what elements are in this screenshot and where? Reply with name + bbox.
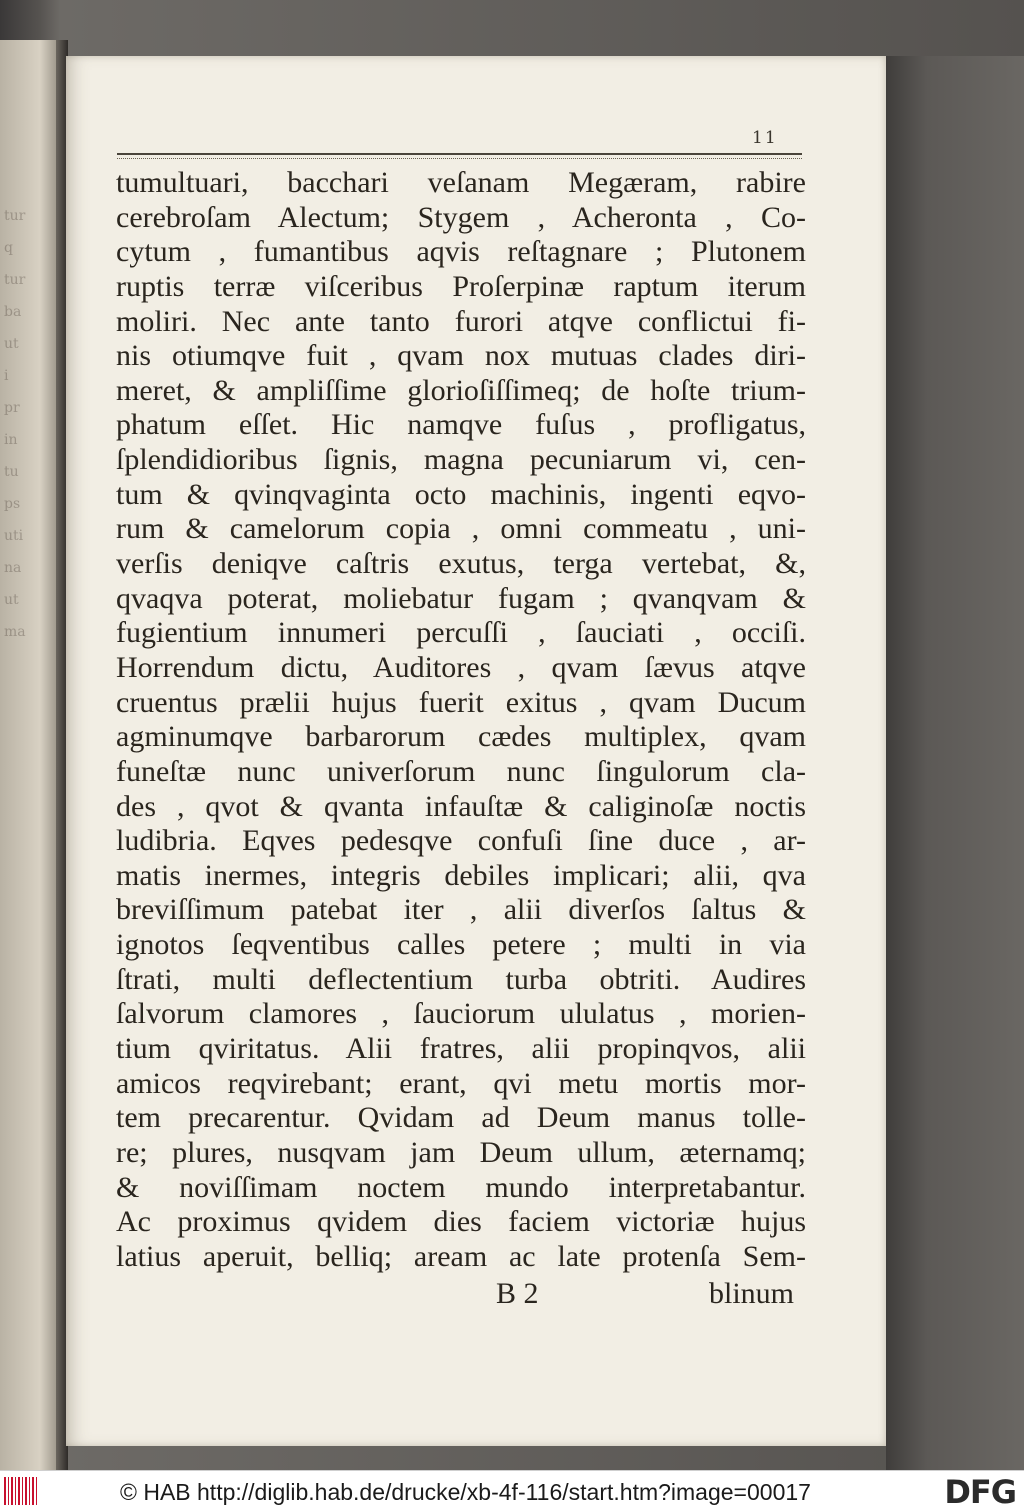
left-page-edge bbox=[0, 40, 58, 1470]
right-background bbox=[886, 56, 1024, 1470]
text-line: latius aperuit, belliq; aream ac late protenſa Sem- bbox=[116, 1239, 806, 1273]
text-line: ruptis terræ viſceribus Proſerpinæ raptum iterum bbox=[116, 269, 806, 303]
left-page-fragment: ut bbox=[4, 336, 19, 352]
text-line: qvaqva poterat, moliebatur fugam ; qvanqvam & bbox=[116, 581, 806, 615]
signature-mark: B 2 bbox=[496, 1277, 539, 1310]
text-line: des , qvot & qvanta infauſtæ & caliginoſæ noctis bbox=[116, 789, 806, 823]
left-page-fragment: tur bbox=[4, 208, 26, 224]
viewer-footer bbox=[0, 1470, 1024, 1512]
copyright-url-link[interactable]: © HAB http://diglib.hab.de/drucke/xb-4f-116/start.htm?image=00017 bbox=[120, 1479, 811, 1505]
text-line: cytum , fumantibus aqvis reſtagnare ; Plutonem bbox=[116, 235, 806, 269]
header-rule-dotted bbox=[117, 158, 802, 159]
text-line: & noviſſimam noctem mundo interpretabantur. bbox=[116, 1170, 806, 1204]
text-line: tium qviritatus. Alii fratres, alii propinqvos, alii bbox=[116, 1032, 806, 1066]
header-rule bbox=[117, 153, 802, 155]
page-body-text bbox=[116, 166, 806, 1275]
text-line: tum & qvinqvaginta octo machinis, ingenti eqvo- bbox=[116, 477, 806, 511]
text-line: tumultuari, bacchari veſanam Megæram, rabire bbox=[116, 166, 806, 199]
left-page-fragment: i bbox=[4, 368, 9, 384]
text-line: funeſtæ nunc univerſorum nunc ſingulorum cla- bbox=[116, 754, 806, 788]
text-line: ſplendidioribus ſignis, magna pecuniarum vi, cen- bbox=[116, 443, 806, 477]
dfg-logo: DFG bbox=[944, 1473, 1016, 1511]
text-line: verſis deniqve caſtris exutus, terga vertebat, &, bbox=[116, 547, 806, 581]
text-line: fugientium innumeri percuſſi , ſauciati , occiſi. bbox=[116, 616, 806, 650]
text-line: ludibria. Eqves pedesqve confuſi ſine duce , ar- bbox=[116, 824, 806, 858]
left-page-fragment: ps bbox=[4, 496, 21, 512]
left-page-fragment: tur bbox=[4, 272, 26, 288]
text-line: breviſſimum patebat iter , alii diverſos ſaltus & bbox=[116, 893, 806, 927]
catchword: blinum bbox=[708, 1277, 794, 1310]
text-line: nis otiumqve fuit , qvam nox mutuas clades diri- bbox=[116, 339, 806, 373]
left-page-fragment: na bbox=[4, 560, 22, 576]
left-page-fragment: pr bbox=[4, 400, 20, 416]
text-line: ignotos ſeqventibus calles petere ; multi in via bbox=[116, 928, 806, 962]
text-line: matis inermes, integris debiles implicari; alii, qva bbox=[116, 858, 806, 892]
text-line: phatum eſſet. Hic namqve fuſus , profligatus, bbox=[116, 408, 806, 442]
page-number: 11 bbox=[752, 128, 778, 148]
text-line: cerebroſam Alectum; Stygem , Acheronta , Co- bbox=[116, 200, 806, 234]
text-line: tem precarentur. Qvidam ad Deum manus tolle- bbox=[116, 1101, 806, 1135]
text-line: Ac proximus qvidem dies faciem victoriæ hujus bbox=[116, 1205, 806, 1239]
left-page-fragment: uti bbox=[4, 528, 24, 544]
text-line: cruentus prælii hujus fuerit exitus , qvam Ducum bbox=[116, 685, 806, 719]
text-line: meret, & ampliſſime glorioſiſſimeq; de hoſte trium- bbox=[116, 373, 806, 407]
hab-barcode-icon bbox=[4, 1477, 38, 1505]
text-line: ſtrati, multi deflectentium turba obtriti. Audires bbox=[116, 962, 806, 996]
text-line: Horrendum dictu, Auditores , qvam ſævus atqve bbox=[116, 650, 806, 684]
left-page-fragment: tu bbox=[4, 464, 19, 480]
left-page-fragment: ut bbox=[4, 592, 19, 608]
left-page-fragment: ma bbox=[4, 624, 26, 640]
text-line: ſalvorum clamores , ſauciorum ululatus , morien- bbox=[116, 997, 806, 1031]
left-page-bleedthrough bbox=[4, 200, 54, 648]
text-line: amicos reqvirebant; erant, qvi metu mortis mor- bbox=[116, 1066, 806, 1100]
text-line: re; plures, nusqvam jam Deum ullum, æternamq; bbox=[116, 1135, 806, 1169]
catchline bbox=[116, 1276, 806, 1312]
text-line: agminumqve barbarorum cædes multiplex, qvam bbox=[116, 720, 806, 754]
text-line: moliri. Nec ante tanto furori atqve conflictui fi- bbox=[116, 304, 806, 338]
left-page-fragment: q bbox=[4, 240, 13, 256]
left-page-fragment: ba bbox=[4, 304, 22, 320]
text-line: rum & camelorum copia , omni commeatu , uni- bbox=[116, 512, 806, 546]
left-page-fragment: in bbox=[4, 432, 18, 448]
